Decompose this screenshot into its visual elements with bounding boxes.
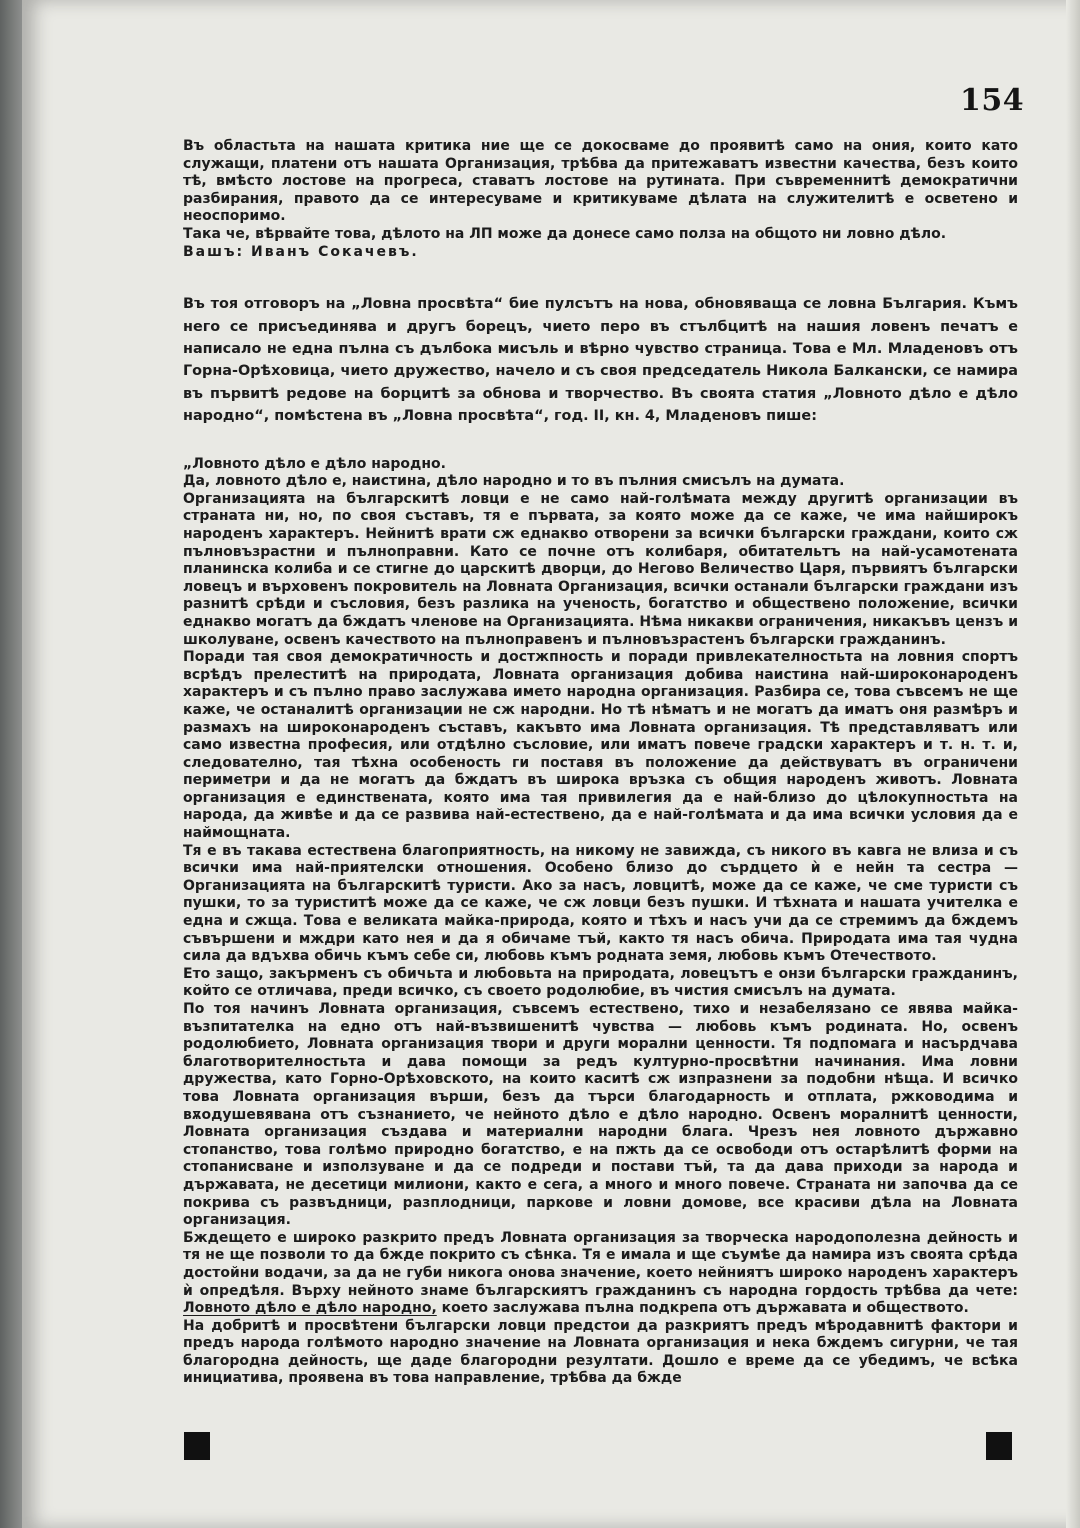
quote-paragraph: Тя е въ такава естествена благоприятность, на никому не завижда, съ никого въ кавга не влиза и съ всички има най-приятелски отношения. Особено близо до сърдцето ѝ е нейн та сестра — Организацията на българскитѣ туристи. Ако за насъ, ловцитѣ, може да се каже, че сме туристи съ пушки, то за туриститѣ може да се каже, че сж ловци безъ пушки. И тѣхната и нашата учителка е една и сжща. Това е великата майка-природа, която и тѣхъ и насъ учи да се стремимъ да бждемъ съвършени и мждри като нея и да я обичаме тъй, както тя насъ обича. Природата има тая чудна сила да вдъхва обичь къмъ себе си, любовь къмъ родната земя, любовь къмъ Отечеството. bbox=[183, 842, 1018, 965]
quote-paragraph: Поради тая своя демократичность и достжпность и поради привлекателностьта на ловния спортъ всрѣдъ прелеститѣ на природата, Ловната организация добива наистина най-широконароденъ характеръ и съ пълно право заслужава името народна организация. Разбира се, това съвсемъ не ще каже, че останалитѣ организации не сж народни. Но тѣ нѣматъ и не могатъ да иматъ оня размѣръ и размахъ на широконароденъ съставъ, какъвто има Ловната организация. Тѣ представляватъ или само известна професия, или отдѣлно съсловие, или иматъ повече градски характеръ и т. н. т. и, следователно, тая тѣхна особеность ги поставя въ положение да действуватъ въ ограничени периметри и да не могатъ да бждатъ въ широка връзка съ общия народенъ животъ. Ловната организация е единствената, която има тая привилегия да е най-близо до цѣлокупностьта на народа, да живѣе и да се развива най-естествено, да е най-голѣмата и да има всички условия да е наймощната. bbox=[183, 649, 1018, 842]
page-right-edge bbox=[1066, 0, 1080, 1528]
quote-text: Бждещето е широко разкрито предъ Ловната организация за творческа народополезна дейность и тя не ще позволи то да бжде покрито съ сѣнка. Тя е имала и ще съумѣе да намира изъ своята срѣда достойни водачи, за да не губи никога онова значение, което нейниятъ широко народенъ характеръ ѝ опредѣля. Върху нейното знаме българскиятъ гражданинъ съ народна гордость трѣбва да чете: bbox=[183, 1229, 1018, 1299]
quote-text: което заслужава пълна подкрепа отъ държавата и обществото. bbox=[436, 1300, 969, 1317]
signature: Вашъ: Иванъ Сокачевъ. bbox=[183, 243, 419, 260]
quote-paragraph: Ето защо, закърменъ съ обичьта и любовьта на природата, ловецътъ е онзи български гражданинъ, който се отличава, преди всичко, съ своето родолюбие, въ чистия смисълъ на думата. bbox=[183, 965, 1018, 1000]
quote-paragraph bbox=[183, 1230, 1018, 1318]
quote-paragraph: По тоя начинъ Ловната организация, съвсемъ естествено, тихо и незабелязано се явява майка-възпитателка на едно отъ най-възвишенитѣ чувства — любовь къмъ родината. Но, освенъ родолюбието, Ловната организация твори и други морални ценности. Тя подпомага и насърдчава благотворителностьта и дава помощи за редъ културно-просвѣтни начинания. Има ловни дружества, като Горно-Орѣховското, на които каситѣ сж изпразнени за подобни нѣща. И всичко това Ловната организация върши, безъ да търси благодарность и отплата, ржководима и вѫодушевявана отъ съзнанието, че нейното дѣло е дѣло народно. Освенъ моралнитѣ ценности, Ловната организация създава и материални народни блага. Чрезъ нея ловното държавно стопанство, това голѣмо природно богатство, е на пжть да се освободи отъ остарѣлитѣ форми на стопанисване и използуване и да се подреди и постави тъй, та да дава приходи за народа и държавата, не десетици милиони, както е сега, а много и много повече. Страната ни започва да се покрива съ развъдници, разплодници, паркове и ловни домове, все красиви дѣла на Ловната организация. bbox=[183, 1001, 1018, 1229]
underlined-slogan: Ловното дѣло е дѣло народно, bbox=[183, 1300, 437, 1317]
paragraph-intro: Въ тоя отговоръ на „Ловна просвѣта“ бие пулсътъ на нова, обновяваща се ловна България. Къмъ него се присъединява и другъ борецъ, чието перо въ стълбцитѣ на нашия ловенъ печатъ е написало не една пълна съ дълбока мисъль и вѣрно чувство страница. Това е Мл. Младеновъ отъ Горна-Орѣховица, чието дружество, начело и съ своя председатель Никола Балкански, се намира въ първитѣ редове на борцитѣ за обнова и творчество. Въ своята статия „Ловното дѣло е дѣло народно“, помѣстена въ „Ловна просвѣта“, год. II, кн. 4, Младеновъ пише: bbox=[183, 296, 1018, 425]
page-number: 154 bbox=[960, 83, 1025, 118]
paragraph-conclusion: Така че, вѣрвайте това, дѣлото на ЛП може да донесе само полза на общото ни ловно дѣло. bbox=[183, 225, 947, 242]
registration-mark-right bbox=[986, 1432, 1012, 1460]
quote-paragraph: Да, ловното дѣло е, наистина, дѣло народно и то въ пълния смисълъ на думата. bbox=[183, 473, 845, 490]
paragraph-critique: Въ областьта на нашата критика ние ще се докосваме до проявитѣ само на ония, които като служащи, платени отъ нашата Организация, трѣбва да притежаватъ известни качества, безъ които тѣ, вмѣсто лостове на прогреса, ставатъ лостове на рутината. При съвременнитѣ демократични разбирания, правото да се интересуваме и критикуваме дѣлата на служителитѣ е осветено и неоспоримо. bbox=[183, 138, 1018, 225]
quote-paragraph: На добритѣ и просвѣтени български ловци предстои да разкриятъ предъ мѣродавнитѣ фактори и предъ народа голѣмото народно значение на Ловната организация и нека бждемъ сигурни, че тая благородна дейность, ще даде благородни резултати. Дошло е време да се убедимъ, че всѣка инициатива, проявена въ това направление, трѣбва да бжде bbox=[183, 1317, 1018, 1387]
spacer bbox=[183, 428, 1018, 456]
quote-heading: „Ловното дѣло е дѣло народно. bbox=[183, 455, 446, 472]
registration-mark-left bbox=[184, 1432, 210, 1460]
spacer bbox=[183, 261, 1018, 293]
article-body bbox=[183, 138, 1018, 1388]
quote-paragraph: Организацията на българскитѣ ловци е не само най-голѣмата между другитѣ организации въ страната ни, но, по своя съставъ, тя е първата, за която може да се каже, че има найширокъ народенъ характеръ. Нейнитѣ врати сж еднакво отворени за всички български граждани, които сж пълновъзрастни и пълноправни. Като се почне отъ колибаря, обитательтъ на най-усамотената планинска колиба и се стигне до царскитѣ дворци, до Негово Величество Царя, първиятъ български ловецъ и върховенъ покровитель на Ловната Организация, всички останали български граждани изъ разнитѣ срѣди и съсловия, безъ разлика на ученость, богатство и обществено положение, всички еднакво могатъ да бждатъ членове на Организацията. Нѣма никакви ограничения, никакъвъ цензъ и школуване, освенъ качеството на пълноправенъ и пълновъзрастенъ български гражданинъ. bbox=[183, 490, 1018, 648]
